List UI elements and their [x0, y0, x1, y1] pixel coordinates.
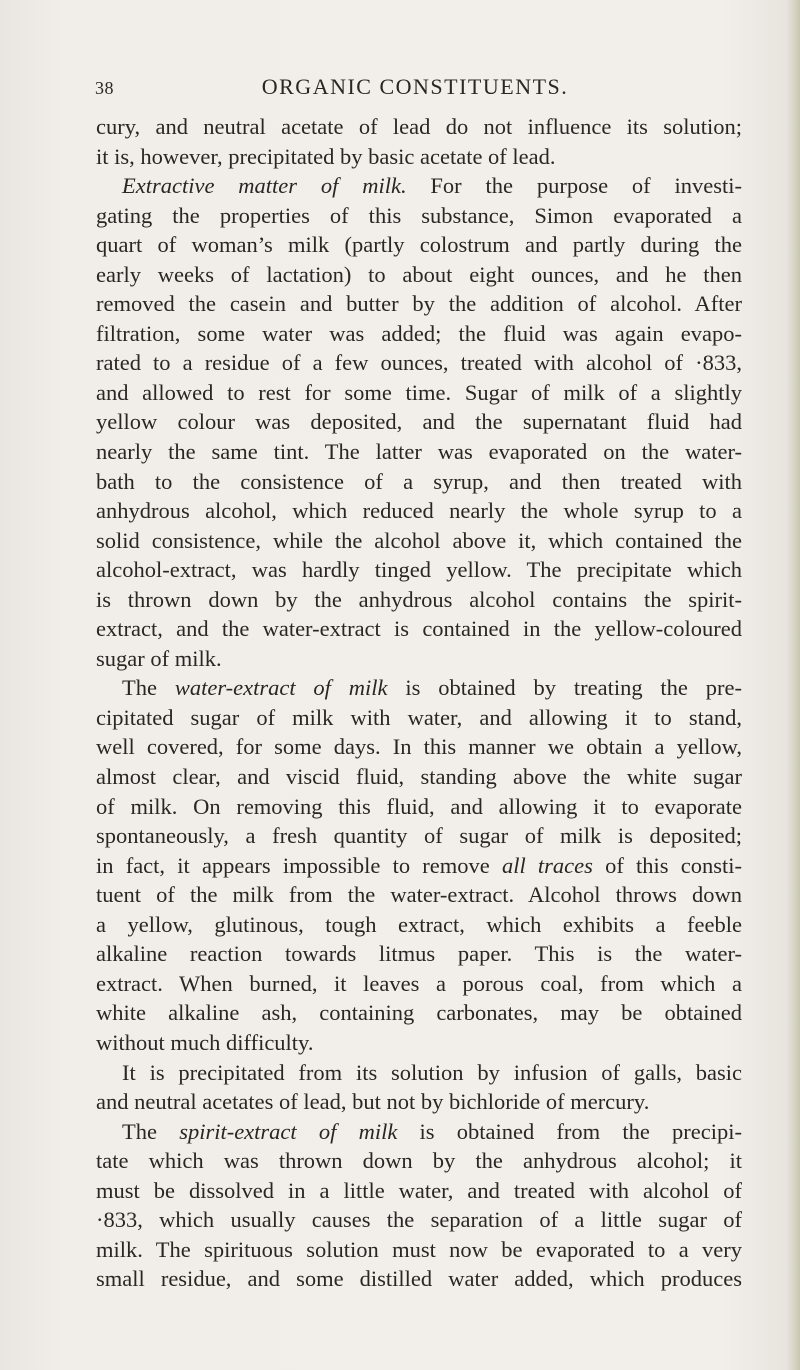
page-edge-shadow — [786, 0, 800, 1370]
text-line: alcohol-extract, was hardly tinged yellow. The precipitate which — [96, 557, 742, 583]
text-line: rated to a residue of a few ounces, treated with alcohol of ·833, — [96, 350, 742, 376]
text-line — [96, 1117, 742, 1147]
text-line: gating the properties of this substance, Simon evaporated a — [96, 202, 742, 228]
text-line: without much difficulty. — [96, 1029, 314, 1055]
text-line: small residue, and some distilled water added, which produces — [96, 1266, 742, 1292]
text-line: is thrown down by the anhydrous alcohol contains the spirit- — [96, 586, 742, 612]
text-segment: of this consti- — [592, 852, 742, 878]
text-segment: is obtained from the precipi- — [397, 1118, 742, 1144]
text-segment: For the purpose of investi- — [406, 173, 742, 199]
text-line: nearly the same tint. The latter was evaporated on the water- — [96, 439, 742, 465]
italic-text: all traces — [501, 852, 593, 878]
text-line: alkaline reaction towards litmus paper. This is the water- — [96, 941, 742, 967]
text-line — [96, 673, 742, 703]
body-text — [96, 112, 742, 1294]
text-line: almost clear, and viscid fluid, standing above the white sugar — [96, 764, 742, 790]
text-line: early weeks of lactation) to about eight ounces, and he then — [96, 261, 742, 287]
italic-text: Extractive matter of milk. — [122, 173, 407, 199]
text-line: and neutral acetates of lead, but not by bichloride of mercury. — [96, 1089, 650, 1115]
text-line: tate which was thrown down by the anhydrous alcohol; it — [96, 1148, 742, 1174]
running-head: ORGANIC CONSTITUENTS. — [261, 74, 569, 99]
text-line: bath to the consistence of a syrup, and then treated with — [96, 468, 742, 494]
italic-text: water-extract of milk — [174, 675, 388, 701]
text-line: of milk. On removing this fluid, and allowing it to evaporate — [96, 793, 742, 819]
text-line: yellow colour was deposited, and the supernatant fluid had — [96, 409, 742, 435]
text-line — [96, 851, 742, 881]
text-segment: The — [122, 1118, 180, 1144]
text-line: extract. When burned, it leaves a porous coal, from which a — [96, 970, 742, 996]
text-line: spontaneously, a fresh quantity of sugar of milk is deposited; — [96, 823, 742, 849]
italic-text: spirit-extract of milk — [179, 1118, 398, 1144]
text-line: tuent of the milk from the water-extract. Alcohol throws down — [96, 882, 742, 908]
page-number: 38 — [95, 78, 114, 98]
text-line: white alkaline ash, containing carbonates, may be obtained — [96, 1000, 742, 1026]
text-line: well covered, for some days. In this manner we obtain a yellow, — [96, 734, 742, 760]
text-line: filtration, some water was added; the fluid was again evapo- — [96, 320, 742, 346]
text-line: milk. The spirituous solution must now be evaporated to a very — [96, 1236, 742, 1262]
text-line: must be dissolved in a little water, and treated with alcohol of — [96, 1177, 742, 1203]
text-line: removed the casein and butter by the addition of alcohol. After — [96, 291, 742, 317]
text-line: a yellow, glutinous, tough extract, which exhibits a feeble — [96, 911, 742, 937]
text-line: it is, however, precipitated by basic acetate of lead. — [96, 143, 556, 169]
page-header — [95, 74, 735, 104]
text-segment: The — [122, 675, 175, 701]
text-line — [96, 171, 742, 201]
text-line: extract, and the water-extract is contained in the yellow-coloured — [96, 616, 742, 642]
text-line: ·833, which usually causes the separation of a little sugar of — [96, 1207, 742, 1233]
text-line: cipitated sugar of milk with water, and allowing it to stand, — [96, 704, 742, 730]
text-segment: is obtained by treating the pre- — [387, 675, 742, 701]
text-line: quart of woman’s milk (partly colostrum and partly during the — [96, 232, 742, 258]
text-line: It is precipitated from its solution by infusion of galls, basic — [122, 1059, 742, 1085]
text-line: anhydrous alcohol, which reduced nearly the whole syrup to a — [96, 498, 742, 524]
text-line: cury, and neutral acetate of lead do not influence its solution; — [96, 114, 742, 139]
text-line: sugar of milk. — [96, 645, 222, 671]
text-line: solid consistence, while the alcohol above it, which contained the — [96, 527, 742, 553]
text-segment: in fact, it appears impossible to remove — [96, 852, 502, 878]
text-line: and allowed to rest for some time. Sugar of milk of a slightly — [96, 379, 742, 405]
